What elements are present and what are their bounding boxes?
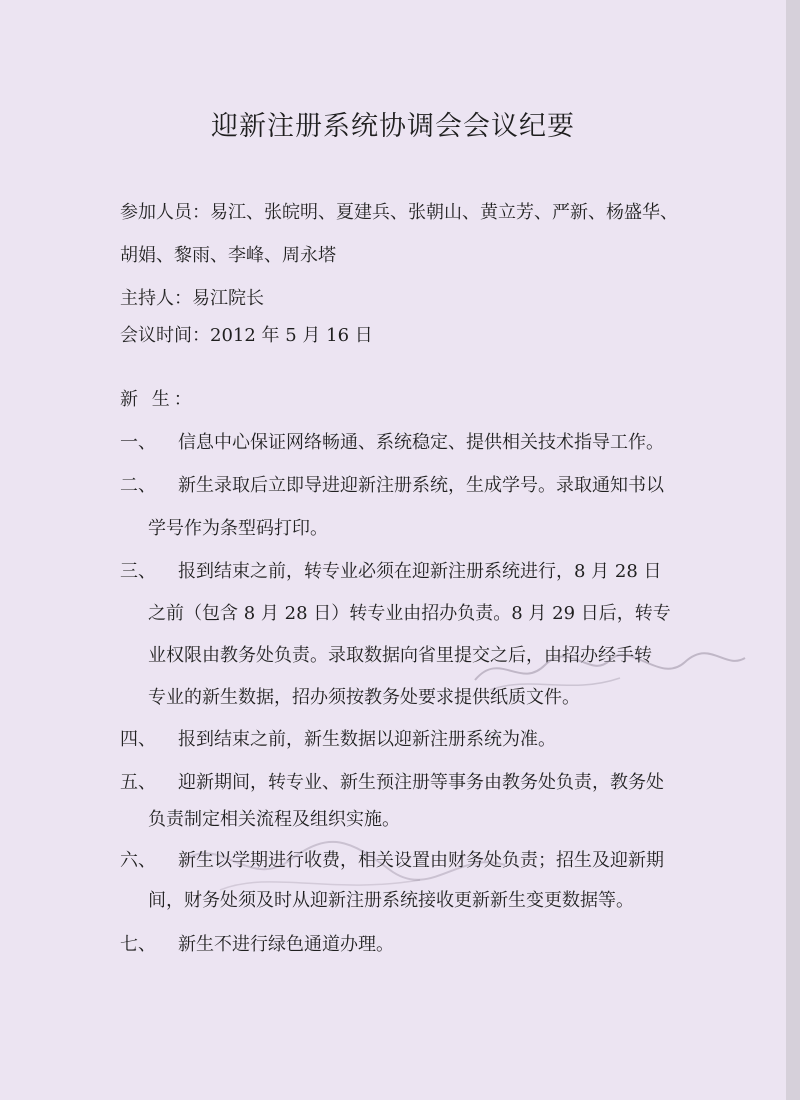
item-text-line: 学号作为条型码打印。	[148, 518, 328, 539]
item-text-line: 之前（包含 8 月 28 日）转专业由招办负责。8 月 29 日后，转专	[148, 603, 671, 624]
item-text-line: 报到结束之前，转专业必须在迎新注册系统进行，8 月 28 日	[178, 561, 662, 582]
item-number: 七、	[120, 934, 156, 955]
item-number: 一、	[120, 432, 156, 453]
item-text-line: 新生以学期进行收费，相关设置由财务处负责；招生及迎新期	[178, 850, 664, 871]
item-text-line: 新生录取后立即导进迎新注册系统，生成学号。录取通知书以	[178, 475, 664, 496]
handwritten-signature	[470, 640, 750, 700]
item-text-line: 间，财务处须及时从迎新注册系统接收更新新生变更数据等。	[148, 890, 634, 911]
item-text-line: 信息中心保证网络畅通、系统稳定、提供相关技术指导工作。	[178, 432, 664, 453]
item-number: 二、	[120, 475, 156, 496]
item-number: 六、	[120, 850, 156, 871]
document-title: 迎新注册系统协调会会议纪要	[211, 111, 575, 142]
item-text-line: 报到结束之前，新生数据以迎新注册系统为准。	[178, 729, 556, 750]
item-number: 三、	[120, 561, 156, 582]
scan-edge	[786, 0, 800, 1100]
handwritten-signature	[180, 830, 510, 900]
section-heading: 新 生：	[120, 389, 196, 410]
item-number: 五、	[120, 772, 156, 793]
item-text-line: 负责制定相关流程及组织实施。	[148, 809, 400, 830]
item-number: 四、	[120, 729, 156, 750]
attendees-line-2: 胡娟、黎雨、李峰、周永塔	[120, 245, 336, 266]
item-text-line: 新生不进行绿色通道办理。	[178, 934, 394, 955]
meeting-host: 主持人：易江院长	[120, 288, 264, 309]
item-text-line: 迎新期间，转专业、新生预注册等事务由教务处负责，教务处	[178, 772, 664, 793]
meeting-time: 会议时间：2012 年 5 月 16 日	[120, 325, 373, 346]
item-text-line: 专业的新生数据，招办须按教务处要求提供纸质文件。	[148, 687, 580, 708]
item-text-line: 业权限由教务处负责。录取数据向省里提交之后，由招办经手转	[148, 645, 652, 666]
attendees-line-1: 参加人员：易江、张皖明、夏建兵、张朝山、黄立芳、严新、杨盛华、	[120, 202, 678, 223]
